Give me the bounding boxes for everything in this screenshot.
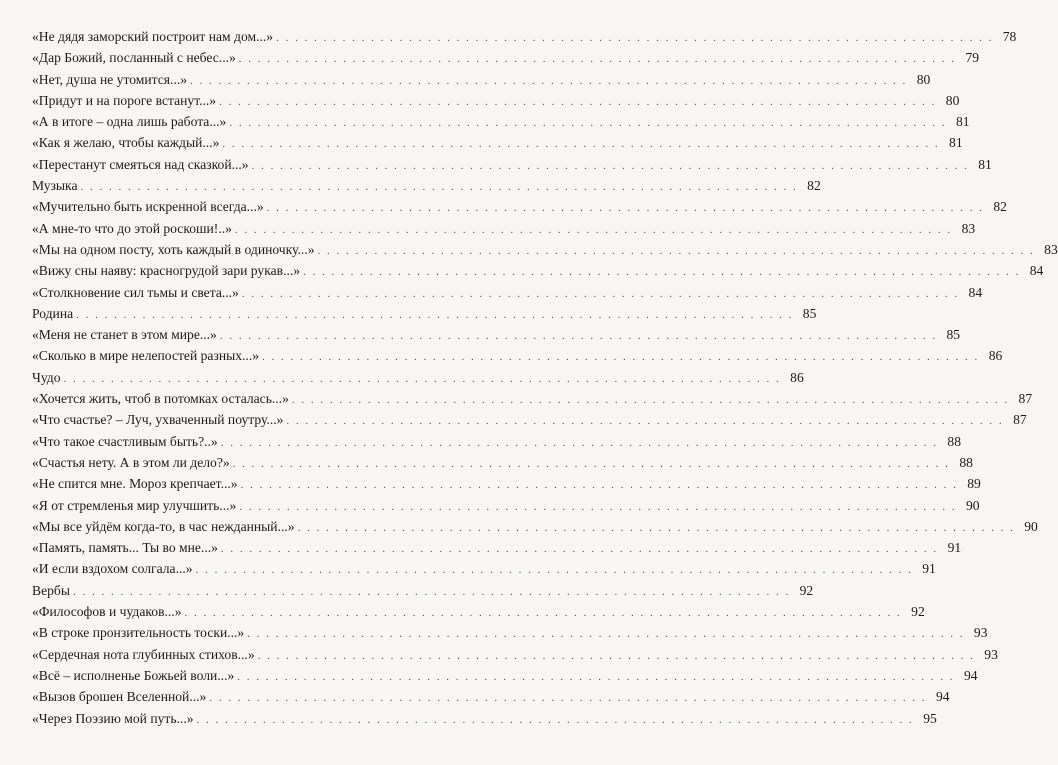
toc-entry-page: 88 — [947, 433, 961, 449]
toc-entry-page: 85 — [946, 327, 961, 343]
toc-leader-dots: . . . . . . . . . . . . . . . . . . . . . . . . . . . . . . . . . . . . . . . . . . . . . . . . . . . . . . . . . . . . . . . . . . . . . . . . . . . . — [286, 415, 1004, 428]
toc-entry-title: «Счастья нету. А в этом ли дело?» — [32, 454, 230, 470]
toc-entry-page: 92 — [911, 604, 925, 620]
toc-entry-title: Вербы — [32, 582, 70, 598]
toc-entry — [32, 473, 981, 494]
toc-entry — [32, 431, 961, 452]
toc-entry-title: «Мы все уйдём когда-то, в час нежданный...» — [32, 518, 295, 534]
toc-leader-dots: . . . . . . . . . . . . . . . . . . . . . . . . . . . . . . . . . . . . . . . . . . . . . . . . . . . . . . . . . . . . . . . . . . . . . . . . . . . . — [229, 117, 947, 130]
toc-entry-page: 79 — [965, 50, 980, 66]
toc-entry — [32, 324, 961, 345]
toc-leader-dots: . . . . . . . . . . . . . . . . . . . . . . . . . . . . . . . . . . . . . . . . . . . . . . . . . . . . . . . . . . . . . . . . . . . . . . . . . . . . — [63, 372, 781, 385]
toc-entry-page: 94 — [935, 689, 950, 705]
toc-entry-page: 87 — [1013, 412, 1027, 428]
toc-entry-page: 87 — [1018, 391, 1033, 407]
toc-leader-dots: . . . . . . . . . . . . . . . . . . . . . . . . . . . . . . . . . . . . . . . . . . . . . . . . . . . . . . . . . . . . . . . . . . . . . . . . . . . . — [247, 628, 965, 641]
toc-leader-dots: . . . . . . . . . . . . . . . . . . . . . . . . . . . . . . . . . . . . . . . . . . . . . . . . . . . . . . . . . . . . . . . . . . . . . . . . . . . . — [232, 457, 950, 470]
toc-leader-dots: . . . . . . . . . . . . . . . . . . . . . . . . . . . . . . . . . . . . . . . . . . . . . . . . . . . . . . . . . . . . . . . . . . . . . . . . . . . . — [219, 95, 937, 108]
toc-entry-page: 85 — [802, 305, 817, 321]
toc-entry — [32, 537, 962, 558]
toc-entry-title: «Столкновение сил тьмы и света...» — [32, 284, 239, 300]
toc-leader-dots: . . . . . . . . . . . . . . . . . . . . . . . . . . . . . . . . . . . . . . . . . . . . . . . . . . . . . . . . . . . . . . . . . . . . . . . . . . . . — [190, 74, 908, 87]
toc-entry-page: 81 — [956, 114, 970, 130]
toc-leader-dots: . . . . . . . . . . . . . . . . . . . . . . . . . . . . . . . . . . . . . . . . . . . . . . . . . . . . . . . . . . . . . . . . . . . . . . . . . . . . — [195, 564, 913, 577]
toc-entry-page: 83 — [961, 220, 976, 236]
toc-entry-title: «Что счастье? – Луч, ухваченный поутру...» — [32, 412, 284, 428]
toc-entry — [32, 218, 976, 239]
toc-leader-dots: . . . . . . . . . . . . . . . . . . . . . . . . . . . . . . . . . . . . . . . . . . . . . . . . . . . . . . . . . . . . . . . . . . . . . . . . . . . . — [251, 159, 969, 172]
toc-entry-page: 83 — [1044, 241, 1058, 257]
toc-leader-dots: . . . . . . . . . . . . . . . . . . . . . . . . . . . . . . . . . . . . . . . . . . . . . . . . . . . . . . . . . . . . . . . . . . . . . . . . . . . . — [297, 521, 1015, 534]
toc-entry-title: «Мучительно быть искренной всегда...» — [32, 199, 264, 215]
toc-entry-page: 81 — [978, 156, 992, 172]
toc-entry-title: «Память, память... Ты во мне...» — [32, 540, 218, 556]
toc-leader-dots: . . . . . . . . . . . . . . . . . . . . . . . . . . . . . . . . . . . . . . . . . . . . . . . . . . . . . . . . . . . . . . . . . . . . . . . . . . . . — [238, 53, 957, 66]
toc-entry — [32, 196, 1007, 217]
toc-leader-dots: . . . . . . . . . . . . . . . . . . . . . . . . . . . . . . . . . . . . . . . . . . . . . . . . . . . . . . . . . . . . . . . . . . . . . . . . . . . . — [80, 181, 798, 194]
toc-entry-page: 93 — [984, 646, 998, 662]
toc-entry-page: 94 — [963, 667, 978, 683]
toc-entry-page: 80 — [945, 92, 960, 108]
toc-entry — [32, 345, 1003, 366]
toc-leader-dots: . . . . . . . . . . . . . . . . . . . . . . . . . . . . . . . . . . . . . . . . . . . . . . . . . . . . . . . . . . . . . . . . . . . . . . . . . . . . — [222, 138, 940, 151]
toc-entry-page: 91 — [922, 561, 936, 577]
toc-entry — [32, 708, 937, 729]
toc-entry-page: 78 — [1002, 29, 1017, 44]
toc-entry — [32, 665, 978, 686]
toc-leader-dots: . . . . . . . . . . . . . . . . . . . . . . . . . . . . . . . . . . . . . . . . . . . . . . . . . . . . . . . . . . . . . . . . . . . . . . . . . . . . — [76, 308, 794, 321]
toc-entry-page: 84 — [1029, 263, 1044, 279]
toc-entry-title: «В строке пронзительность тоски...» — [32, 625, 245, 641]
toc-entry — [32, 303, 817, 324]
toc-entry — [32, 175, 821, 196]
toc-entry-title: «Не спится мне. Мороз крепчает...» — [32, 476, 238, 492]
toc-entry-title: «Перестанут смеяться над сказкой...» — [32, 156, 249, 172]
toc-entry-title: «Как я желаю, чтобы каждый...» — [32, 135, 220, 151]
toc-leader-dots: . . . . . . . . . . . . . . . . . . . . . . . . . . . . . . . . . . . . . . . . . . . . . . . . . . . . . . . . . . . . . . . . . . . . . . . . . . . . — [303, 266, 1021, 279]
toc-leader-dots: . . . . . . . . . . . . . . . . . . . . . . . . . . . . . . . . . . . . . . . . . . . . . . . . . . . . . . . . . . . . . . . . . . . . . . . . . . . . — [266, 202, 984, 215]
toc-entry — [32, 644, 998, 665]
toc-entry-title: «Вижу сны наяву: красногрудой зари рукав...» — [32, 263, 301, 279]
toc-entry-page: 82 — [993, 199, 1007, 215]
toc-leader-dots: . . . . . . . . . . . . . . . . . . . . . . . . . . . . . . . . . . . . . . . . . . . . . . . . . . . . . . . . . . . . . . . . . . . . . . . . . . . . — [209, 692, 927, 705]
toc-entry-title: Музыка — [32, 178, 78, 194]
toc-entry-title: «Сердечная нота глубинных стихов...» — [32, 646, 255, 662]
toc-entry-page: 93 — [973, 625, 988, 641]
toc-entry — [32, 686, 950, 707]
toc-entry-title: «И если вздохом солгала...» — [32, 561, 193, 577]
toc-entry-title: Чудо — [32, 369, 61, 385]
toc-entry — [32, 260, 1044, 281]
toc-entry — [32, 558, 936, 579]
toc-entry-title: Родина — [32, 305, 74, 321]
toc-entry-title: «Придут и на пороге встанут...» — [32, 92, 217, 108]
toc-entry — [32, 47, 980, 68]
toc-leader-dots: . . . . . . . . . . . . . . . . . . . . . . . . . . . . . . . . . . . . . . . . . . . . . . . . . . . . . . . . . . . . . . . . . . . . . . . . . . . . — [291, 394, 1010, 407]
toc-entry — [32, 601, 925, 622]
table-of-contents — [32, 26, 1058, 729]
toc-leader-dots: . . . . . . . . . . . . . . . . . . . . . . . . . . . . . . . . . . . . . . . . . . . . . . . . . . . . . . . . . . . . . . . . . . . . . . . . . . . . — [240, 479, 958, 492]
toc-leader-dots: . . . . . . . . . . . . . . . . . . . . . . . . . . . . . . . . . . . . . . . . . . . . . . . . . . . . . . . . . . . . . . . . . . . . . . . . . . . . — [184, 607, 902, 620]
toc-entry — [32, 111, 970, 132]
toc-entry-page: 86 — [988, 348, 1003, 364]
toc-leader-dots: . . . . . . . . . . . . . . . . . . . . . . . . . . . . . . . . . . . . . . . . . . . . . . . . . . . . . . . . . . . . . . . . . . . . . . . . . . . . — [220, 543, 939, 556]
toc-entry-page: 92 — [799, 582, 814, 598]
toc-entry — [32, 580, 814, 601]
toc-entry — [32, 409, 1027, 430]
toc-entry-title: «Не дядя заморский построит нам дом...» — [32, 29, 274, 44]
toc-entry-page: 88 — [959, 454, 973, 470]
toc-leader-dots: . . . . . . . . . . . . . . . . . . . . . . . . . . . . . . . . . . . . . . . . . . . . . . . . . . . . . . . . . . . . . . . . . . . . . . . . . . . . — [234, 223, 953, 236]
toc-entry — [32, 69, 931, 90]
toc-entry — [32, 154, 992, 175]
toc-entry-title: «Хочется жить, чтоб в потомках осталась...» — [32, 391, 289, 407]
toc-entry — [32, 495, 980, 516]
toc-entry-title: «Всё – исполненье Божьей воли...» — [32, 667, 235, 683]
toc-leader-dots: . . . . . . . . . . . . . . . . . . . . . . . . . . . . . . . . . . . . . . . . . . . . . . . . . . . . . . . . . . . . . . . . . . . . . . . . . . . . — [241, 287, 960, 300]
toc-leader-dots: . . . . . . . . . . . . . . . . . . . . . . . . . . . . . . . . . . . . . . . . . . . . . . . . . . . . . . . . . . . . . . . . . . . . . . . . . . . . — [276, 32, 994, 44]
toc-leader-dots: . . . . . . . . . . . . . . . . . . . . . . . . . . . . . . . . . . . . . . . . . . . . . . . . . . . . . . . . . . . . . . . . . . . . . . . . . . . . — [72, 585, 791, 598]
toc-entry-title: «Что такое счастливым быть?..» — [32, 433, 218, 449]
toc-leader-dots: . . . . . . . . . . . . . . . . . . . . . . . . . . . . . . . . . . . . . . . . . . . . . . . . . . . . . . . . . . . . . . . . . . . . . . . . . . . . — [257, 649, 975, 662]
toc-entry — [32, 132, 963, 153]
toc-entry-title: «Нет, душа не утомится...» — [32, 71, 188, 87]
toc-entry-page: 81 — [949, 135, 963, 151]
toc-entry-title: «Я от стремленья мир улучшить...» — [32, 497, 237, 513]
toc-entry-title: «Сколько в мире нелепостей разных...» — [32, 348, 260, 364]
toc-entry — [32, 516, 1038, 537]
toc-entry-page: 91 — [947, 540, 962, 556]
toc-entry-page: 86 — [790, 369, 804, 385]
toc-entry-title: «Мы на одном посту, хоть каждый в одиночку...» — [32, 241, 315, 257]
toc-entry-page: 90 — [965, 497, 980, 513]
toc-leader-dots: . . . . . . . . . . . . . . . . . . . . . . . . . . . . . . . . . . . . . . . . . . . . . . . . . . . . . . . . . . . . . . . . . . . . . . . . . . . . — [239, 500, 957, 513]
toc-entry — [32, 388, 1033, 409]
toc-entry-title: «Меня не станет в этом мире...» — [32, 327, 217, 343]
toc-entry-page: 80 — [916, 71, 931, 87]
toc-leader-dots: . . . . . . . . . . . . . . . . . . . . . . . . . . . . . . . . . . . . . . . . . . . . . . . . . . . . . . . . . . . . . . . . . . . . . . . . . . . . — [317, 244, 1035, 257]
toc-entry — [32, 367, 804, 388]
toc-entry — [32, 282, 983, 303]
toc-leader-dots: . . . . . . . . . . . . . . . . . . . . . . . . . . . . . . . . . . . . . . . . . . . . . . . . . . . . . . . . . . . . . . . . . . . . . . . . . . . . — [196, 713, 914, 726]
toc-entry-page: 82 — [807, 178, 821, 194]
toc-entry — [32, 26, 1017, 47]
toc-entry-page: 89 — [967, 476, 981, 492]
toc-entry-title: «Дар Божий, посланный с небес...» — [32, 50, 236, 66]
toc-entry-title: «Вызов брошен Вселенной...» — [32, 689, 207, 705]
toc-leader-dots: . . . . . . . . . . . . . . . . . . . . . . . . . . . . . . . . . . . . . . . . . . . . . . . . . . . . . . . . . . . . . . . . . . . . . . . . . . . . — [220, 436, 938, 449]
toc-entry — [32, 622, 988, 643]
toc-leader-dots: . . . . . . . . . . . . . . . . . . . . . . . . . . . . . . . . . . . . . . . . . . . . . . . . . . . . . . . . . . . . . . . . . . . . . . . . . . . . — [219, 330, 938, 343]
toc-leader-dots: . . . . . . . . . . . . . . . . . . . . . . . . . . . . . . . . . . . . . . . . . . . . . . . . . . . . . . . . . . . . . . . . . . . . . . . . . . . . — [237, 670, 955, 683]
toc-entry — [32, 239, 1058, 260]
toc-entry-title: «А мне-то что до этой роскоши!..» — [32, 220, 232, 236]
toc-entry — [32, 90, 960, 111]
toc-leader-dots: . . . . . . . . . . . . . . . . . . . . . . . . . . . . . . . . . . . . . . . . . . . . . . . . . . . . . . . . . . . . . . . . . . . . . . . . . . . . — [262, 351, 980, 364]
toc-entry-title: «Философов и чудаков...» — [32, 604, 182, 620]
toc-entry-page: 90 — [1024, 518, 1038, 534]
toc-entry-page: 84 — [968, 284, 983, 300]
toc-entry-title: «Через Поэзию мой путь...» — [32, 710, 194, 726]
toc-entry-page: 95 — [923, 710, 937, 726]
toc-entry-title: «А в итоге – одна лишь работа...» — [32, 114, 227, 130]
toc-entry — [32, 452, 973, 473]
